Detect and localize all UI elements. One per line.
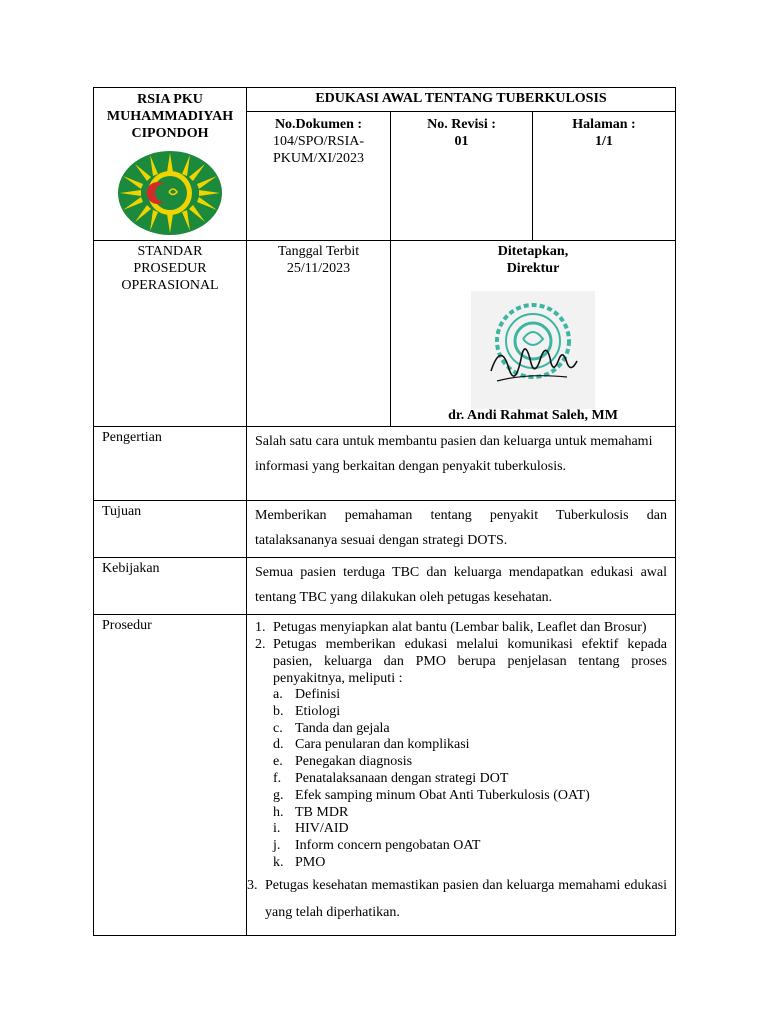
tujuan-text: Memberikan pemahaman tentang penyakit Tuberkulosis dan tatalaksananya sesuai dengan strategi DOTS. [247,501,676,558]
sub-item [255,721,667,738]
doc-number-line-1: 104/SPO/RSIA- [272,134,365,149]
muhammadiyah-logo [96,150,244,236]
director-title: Direktur [506,261,560,276]
prosedur-label: Prosedur [94,615,247,936]
sub-item-text: Penatalaksanaan dengan strategi DOT [295,770,509,786]
sub-item [255,687,667,704]
sun-logo-icon [117,150,223,236]
stamp-signature-icon [471,291,595,409]
sub-item-letter: k. [273,854,284,870]
hospital-name-line-2: MUHAMMADIYAH [106,109,234,124]
page-value: 1/1 [595,134,613,149]
procedure-step-1 [255,619,667,636]
kebijakan-label: Kebijakan [94,558,247,615]
sub-item [255,754,667,771]
revision-cell [391,112,533,241]
sub-item-letter: g. [273,787,284,803]
step-1-number: 1. [255,620,266,635]
sop-type-line-3: OPERASIONAL [121,278,219,293]
pengertian-text: Salah satu cara untuk membantu pasien dan keluarga untuk memahami informasi yang berkaitan dengan penyakit tuberkulosis. [247,427,676,501]
sub-item [255,821,667,838]
sub-item [255,704,667,721]
prosedur-content [247,615,676,936]
sub-item-letter: f. [273,770,282,786]
sub-item-text: Tanda dan gejala [295,720,390,736]
doc-number-cell [247,112,391,241]
sub-item-letter: c. [273,720,283,736]
sub-item-letter: h. [273,804,284,820]
sub-item-text: PMO [295,854,326,870]
sub-item-text: Inform concern pengobatan OAT [295,838,481,854]
doc-number-label: No.Dokumen : [274,117,363,132]
hospital-name-line-3: CIPONDOH [131,126,209,141]
issue-date-cell [247,241,391,427]
issue-date-label: Tanggal Terbit [277,244,360,259]
kebijakan-text: Semua pasien terduga TBC dan keluarga mendapatkan edukasi awal tentang TBC yang dilakukan oleh petugas kesehatan. [247,558,676,615]
sub-item-text: Definisi [295,687,341,702]
revision-label: No. Revisi : [427,117,496,132]
sub-item-letter: e. [273,754,283,770]
step-1-text: Petugas menyiapkan alat bantu (Lembar balik, Leaflet dan Brosur) [273,620,647,635]
sub-item-text: Cara penularan dan komplikasi [295,737,470,753]
document-title: EDUKASI AWAL TENTANG TUBERKULOSIS [247,88,676,112]
sub-item-text: Etiologi [295,703,341,719]
sub-item-text: Efek samping minum Obat Anti Tuberkulosis (OAT) [295,787,590,803]
step-3-text: Petugas kesehatan memastikan pasien dan keluarga memahami edukasi yang telah diperhatikan. [265,877,667,920]
procedure-step-2 [255,636,667,687]
sop-type-cell [94,241,247,427]
sub-item-text: HIV/AID [295,821,349,837]
hospital-name-line-1: RSIA PKU [137,92,203,107]
procedure-steps [255,619,667,687]
sub-item [255,771,667,788]
director-name: dr. Andi Rahmat Saleh, MM [448,408,618,423]
tujuan-label: Tujuan [94,501,247,558]
pengertian-label: Pengertian [94,427,247,501]
issue-date-value: 25/11/2023 [286,261,351,276]
sub-item-letter: b. [273,703,284,719]
procedure-step-3-list [247,872,667,926]
revision-value: 01 [454,134,469,149]
sub-item [255,805,667,822]
sub-item-letter: a. [273,687,283,702]
step-2-number: 2. [255,637,266,652]
approved-label: Ditetapkan, [497,244,569,259]
sub-item-letter: i. [273,821,281,837]
hospital-cell [94,88,247,241]
sop-type-line-1: STANDAR [137,244,203,259]
sub-item [255,737,667,754]
approval-cell [391,241,676,427]
step-3-number: 3. [247,877,258,893]
sub-item [255,838,667,855]
sop-type-line-2: PROSEDUR [133,261,207,276]
procedure-sub-items [255,687,667,872]
step-2-text: Petugas memberikan edukasi melalui komunikasi efektif kepada pasien, keluarga dan PMO berupa penjelasan tentang proses penyakitnya, meliputi : [273,637,667,686]
sub-item [255,788,667,805]
sop-document [93,87,675,936]
procedure-step-3 [247,872,667,926]
sub-item-text: Penegakan diagnosis [295,754,413,770]
page-cell [533,112,676,241]
stamp-signature [395,291,671,409]
sub-item-letter: j. [273,838,281,854]
doc-number-line-2: PKUM/XI/2023 [272,151,364,166]
sub-item-letter: d. [273,737,284,753]
sub-item-text: TB MDR [295,804,349,820]
sop-table [93,87,676,936]
sub-item [255,855,667,872]
page-label: Halaman : [572,117,636,132]
